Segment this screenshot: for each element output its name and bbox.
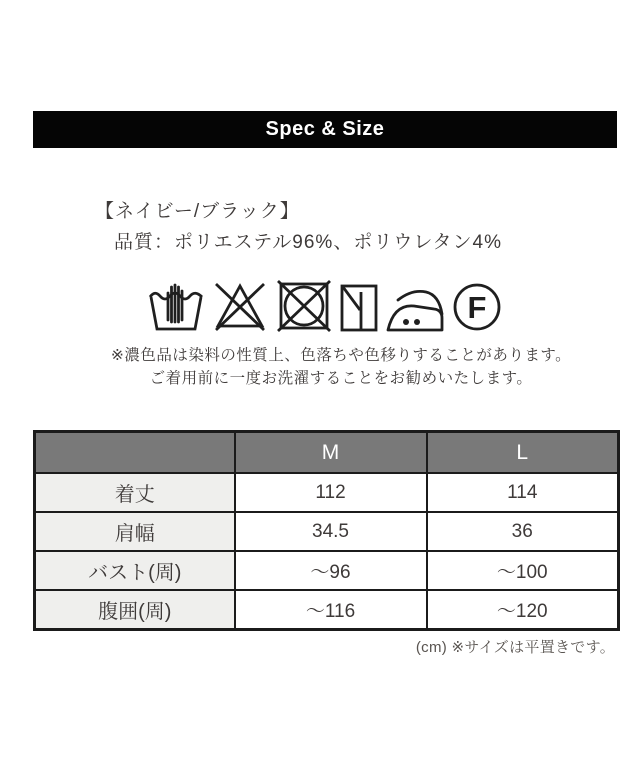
section-title-bar xyxy=(33,111,617,148)
size-table xyxy=(33,430,620,631)
hand-wash-icon xyxy=(148,280,204,332)
dry-clean-f-letter: F xyxy=(467,290,487,325)
table-row xyxy=(35,551,619,590)
row-bust-l: ～100 xyxy=(427,551,619,590)
row-waist-l: ～120 xyxy=(427,590,619,630)
size-table-col-l: L xyxy=(427,432,619,474)
row-length-l: 114 xyxy=(427,473,619,512)
row-bust-m: ～96 xyxy=(235,551,427,590)
table-row xyxy=(35,473,619,512)
row-label-bust: バスト(周) xyxy=(35,551,235,590)
row-shoulder-m: 34.5 xyxy=(235,512,427,551)
row-label-length: 着丈 xyxy=(35,473,235,512)
do-not-tumble-dry-icon xyxy=(276,280,332,332)
row-label-waist: 腹囲(周) xyxy=(35,590,235,630)
size-table-header-row xyxy=(35,432,619,474)
care-warning-line1: ※濃色品は染料の性質上、色落ちや色移りすることがあります。 xyxy=(110,347,572,364)
row-length-m: 112 xyxy=(235,473,427,512)
iron-two-dots-icon xyxy=(386,288,444,332)
dry-clean-f-icon xyxy=(452,282,502,332)
section-title: Spec & Size xyxy=(265,118,385,140)
row-label-shoulder: 肩幅 xyxy=(35,512,235,551)
shade-hang-dry-icon xyxy=(340,284,378,332)
size-table-corner-cell xyxy=(35,432,235,474)
row-waist-m: ～116 xyxy=(235,590,427,630)
care-warning-note xyxy=(49,344,633,390)
material-composition-label: 品質：ポリエステル96%、ポリウレタン4% xyxy=(114,232,503,253)
size-unit-note: (cm) ※サイズは平置きです。 xyxy=(415,639,615,656)
color-variant-label: 【ネイビー/ブラック】 xyxy=(95,201,300,222)
do-not-bleach-icon xyxy=(212,278,268,332)
size-table-col-m: M xyxy=(235,432,427,474)
laundry-care-symbols xyxy=(148,276,502,332)
care-warning-line2: ご着用前に一度お洗濯することをお勧めいたします。 xyxy=(149,370,533,387)
table-row xyxy=(35,590,619,630)
row-shoulder-l: 36 xyxy=(427,512,619,551)
table-row xyxy=(35,512,619,551)
